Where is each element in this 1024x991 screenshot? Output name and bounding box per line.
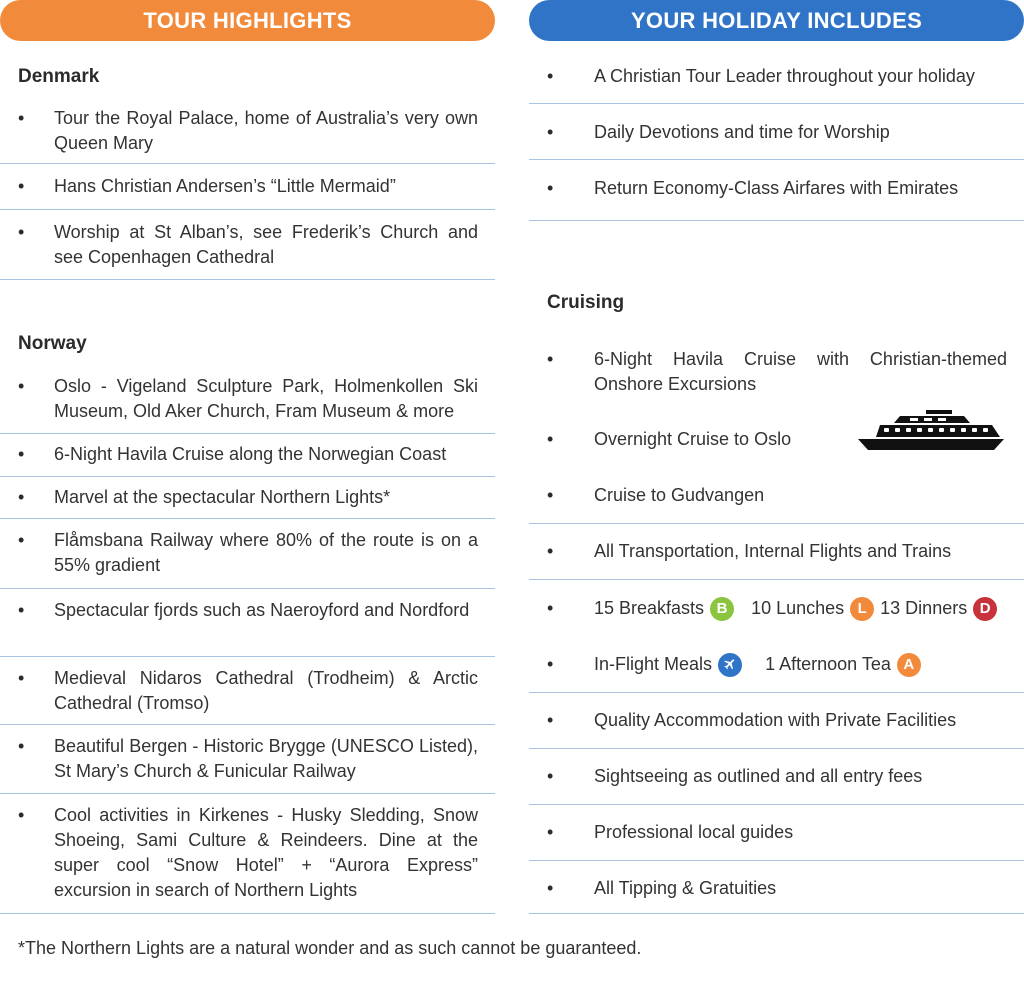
list-item xyxy=(0,477,495,519)
meals-row xyxy=(529,580,1024,636)
list-item-text: Quality Accommodation with Private Facilities xyxy=(594,710,957,730)
cruise-ship-icon xyxy=(856,406,1006,452)
list-item-text: Return Economy-Class Airfares with Emirates xyxy=(594,178,959,198)
meals-text xyxy=(594,596,1024,621)
bullet-icon: • xyxy=(547,598,554,618)
list-item xyxy=(0,794,495,914)
list-item xyxy=(529,749,1024,805)
list-item xyxy=(529,160,1024,221)
airplane-icon xyxy=(718,653,742,677)
list-item xyxy=(0,210,495,280)
list-item xyxy=(0,657,495,725)
list-item xyxy=(0,519,495,589)
bullet-icon: • xyxy=(18,176,25,196)
list-item-text: Hans Christian Andersen’s “Little Mermaid” xyxy=(54,176,396,196)
bullet-icon: • xyxy=(547,66,554,86)
list-item-text: Daily Devotions and time for Worship xyxy=(594,122,890,142)
list-item xyxy=(0,434,495,477)
cruising-heading: Cruising xyxy=(547,292,625,313)
list-item xyxy=(529,338,1024,412)
bullet-icon: • xyxy=(547,654,554,674)
list-item xyxy=(0,364,495,434)
afternoon-tea-badge: A xyxy=(897,653,921,677)
bullet-icon: • xyxy=(547,878,554,898)
list-item-text: A Christian Tour Leader throughout your holiday xyxy=(594,66,975,86)
tour-highlights-header: TOUR HIGHLIGHTS xyxy=(0,0,495,41)
norway-heading: Norway xyxy=(18,333,87,354)
list-item-text: Marvel at the spectacular Northern Lights* xyxy=(54,487,391,507)
list-item-text: Oslo - Vigeland Sculpture Park, Holmenkollen Ski Museum, Old Aker Church, Fram Museum & more xyxy=(54,376,478,421)
holiday-includes-column xyxy=(529,0,1024,898)
lunches-label: 10 Lunches xyxy=(751,598,845,618)
bullet-icon: • xyxy=(547,429,554,449)
inflight-meals-label: In-Flight Meals xyxy=(594,654,713,674)
bullet-icon: • xyxy=(18,600,25,620)
breakfasts-label: 15 Breakfasts xyxy=(594,598,705,618)
holiday-includes-header: YOUR HOLIDAY INCLUDES xyxy=(529,0,1024,41)
dinners-label: 13 Dinners xyxy=(880,598,968,618)
list-item-text: Overnight Cruise to Oslo xyxy=(594,429,792,449)
bullet-icon: • xyxy=(18,736,25,756)
list-item-text: Medieval Nidaros Cathedral (Trodheim) & Arctic Cathedral (Tromso) xyxy=(54,668,478,713)
list-item-text: All Transportation, Internal Flights and Trains xyxy=(594,541,952,561)
footnote: *The Northern Lights are a natural wonder and as such cannot be guaranteed. xyxy=(18,938,642,958)
bullet-icon: • xyxy=(547,541,554,561)
list-item xyxy=(529,468,1024,524)
list-item xyxy=(0,725,495,794)
meals-text xyxy=(594,652,1014,677)
list-item xyxy=(529,693,1024,749)
bullet-icon: • xyxy=(18,668,25,688)
bullet-icon: • xyxy=(547,485,554,505)
dinner-badge: D xyxy=(973,597,997,621)
list-item xyxy=(529,52,1024,104)
list-item xyxy=(0,589,495,657)
list-item-text: Sightseeing as outlined and all entry fees xyxy=(594,766,923,786)
list-item xyxy=(0,96,495,164)
list-item-text: Beautiful Bergen - Historic Brygge (UNESCO Listed), St Mary’s Church & Funicular Railway xyxy=(54,736,478,781)
list-item-text: Flåmsbana Railway where 80% of the route is on a 55% gradient xyxy=(54,530,478,575)
list-item-text: Professional local guides xyxy=(594,822,794,842)
bullet-icon: • xyxy=(18,222,25,242)
denmark-heading: Denmark xyxy=(18,66,100,87)
breakfast-badge: B xyxy=(710,597,734,621)
bullet-icon: • xyxy=(18,108,25,128)
bullet-icon: • xyxy=(18,530,25,550)
bullet-icon: • xyxy=(18,487,25,507)
list-item xyxy=(529,524,1024,580)
bullet-icon: • xyxy=(547,349,554,369)
list-item xyxy=(529,861,1024,914)
list-item-text: Cruise to Gudvangen xyxy=(594,485,765,505)
bullet-icon: • xyxy=(547,766,554,786)
tour-highlights-column xyxy=(0,0,495,900)
list-item xyxy=(529,805,1024,861)
list-item-text: Worship at St Alban’s, see Frederik’s Church and see Copenhagen Cathedral xyxy=(54,222,478,267)
meals-row xyxy=(529,636,1024,693)
lunch-badge: L xyxy=(850,597,874,621)
list-item-text: Tour the Royal Palace, home of Australia’s very own Queen Mary xyxy=(54,108,478,153)
list-item-text: 6-Night Havila Cruise with Christian-themed Onshore Excursions xyxy=(594,349,1007,394)
afternoon-tea-label: 1 Afternoon Tea xyxy=(765,654,891,674)
list-item-text: Cool activities in Kirkenes - Husky Sledding, Snow Shoeing, Sami Culture & Reindeers. Dine at the super cool “Snow Hotel” + “Aurora Express” excursion in search of Northern Lights xyxy=(54,805,478,900)
bullet-icon: • xyxy=(547,822,554,842)
bullet-icon: • xyxy=(18,444,25,464)
bullet-icon: • xyxy=(547,710,554,730)
list-item-text: Spectacular fjords such as Naeroyford and Nordford xyxy=(54,600,470,620)
list-item xyxy=(529,104,1024,160)
list-item-text: All Tipping & Gratuities xyxy=(594,878,777,898)
bullet-icon: • xyxy=(547,122,554,142)
list-item-text: 6-Night Havila Cruise along the Norwegian Coast xyxy=(54,444,447,464)
list-item xyxy=(0,164,495,210)
bullet-icon: • xyxy=(18,376,25,396)
bullet-icon: • xyxy=(18,805,25,825)
bullet-icon: • xyxy=(547,178,554,198)
